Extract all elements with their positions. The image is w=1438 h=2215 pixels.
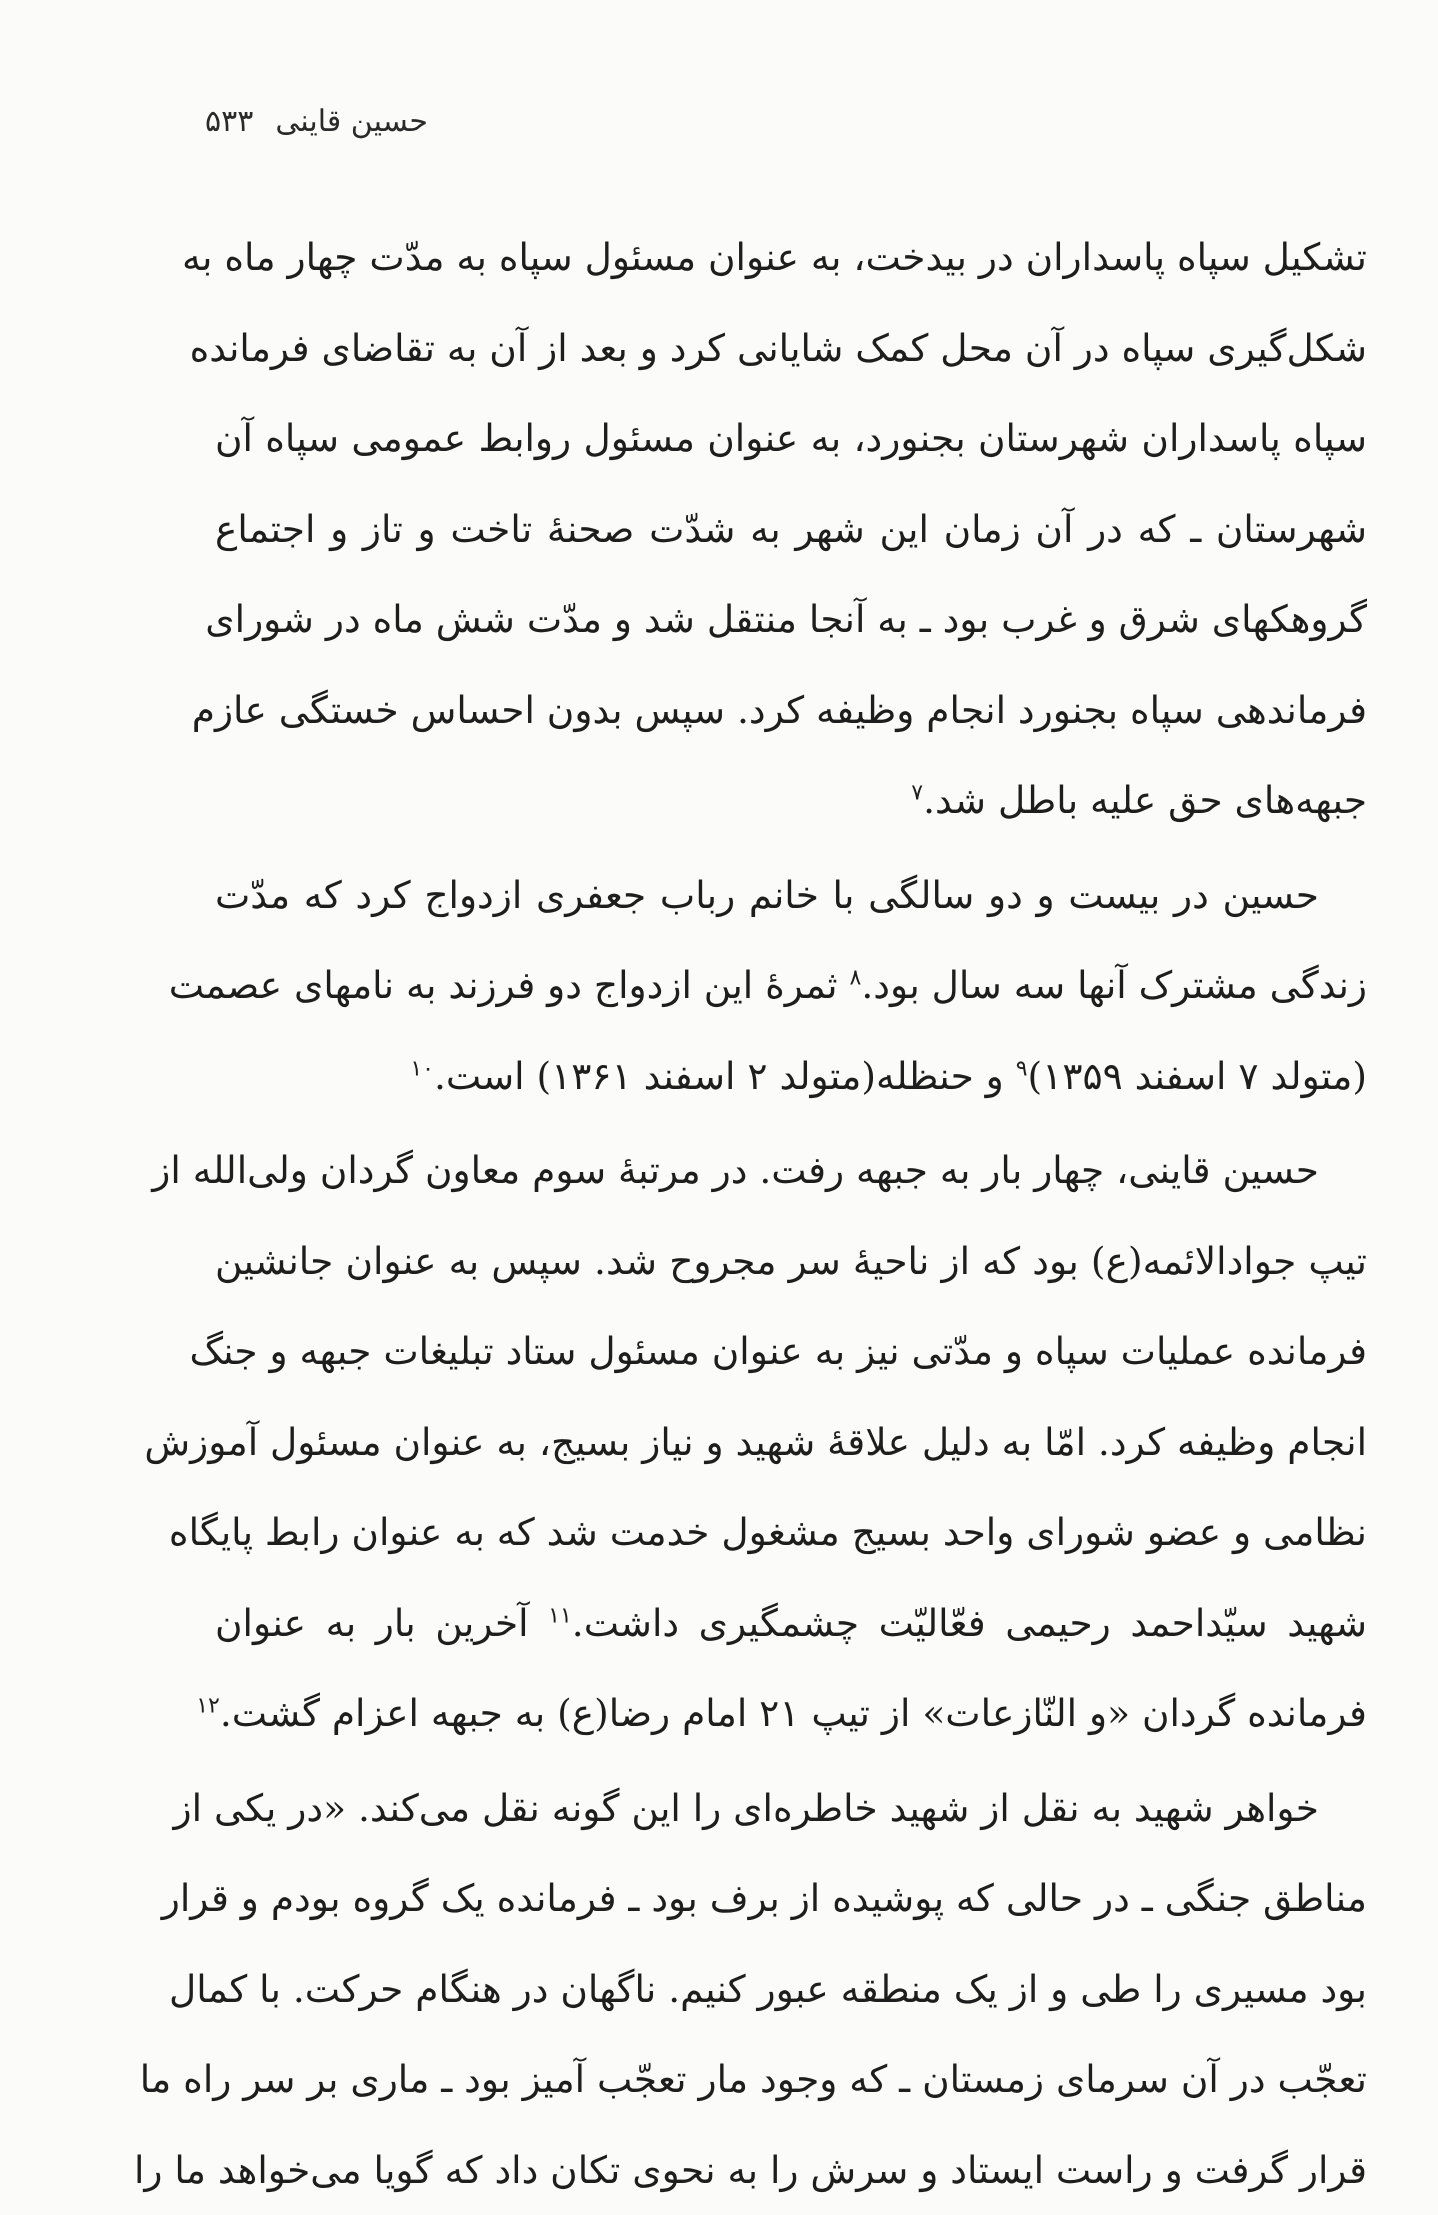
footnote-ref: ۱۲: [196, 1694, 220, 1719]
text-line: نظامی و عضو شورای واحد بسیج مشغول خدمت شد که به عنوان رابط پایگاه: [215, 1487, 1367, 1578]
paragraph: [215, 850, 1367, 1122]
text-line: (متولد ۷ اسفند ۱۳۵۹)$^۹$ و حنظله(متولد ۲ اسفند ۱۳۶۱) است.$^{۱۰}$: [215, 1031, 1367, 1122]
text-line: سپاه پاسداران شهرستان بجنورد، به عنوان مسئول روابط عمومی سپاه آن: [215, 393, 1367, 484]
text-line: فرمانده عملیات سپاه و مدّتی نیز به عنوان مسئول ستاد تبلیغات جبهه و جنگ: [215, 1306, 1367, 1397]
text-line: گروهکهای شرق و غرب بود ـ به آنجا منتقل شد و مدّت شش ماه در شورای: [215, 574, 1367, 665]
text-line: خواهر شهید به نقل از شهید خاطره‌ای را این گونه نقل می‌کند. «در یکی از: [215, 1763, 1367, 1854]
text-line: قرار گرفت و راست ایستاد و سرش را به نحوی تکان داد که گویا می‌خواهد ما را: [215, 2125, 1367, 2215]
footnote-ref: ۱۰: [410, 1056, 434, 1081]
footnote-ref: ۸: [850, 966, 862, 991]
text-line: شهرستان ـ که در آن زمان این شهر به شدّت صحنهٔ تاخت و تاز و اجتماع: [215, 484, 1367, 575]
footnote-ref: ۷: [911, 781, 923, 806]
text-line: مناطق جنگی ـ در حالی که پوشیده از برف بود ـ فرمانده یک گروه بودم و قرار: [215, 1853, 1367, 1944]
text-line: تعجّب در آن سرمای زمستان ـ که وجود مار تعجّب آمیز بود ـ ماری بر سر راه ما: [215, 2034, 1367, 2125]
footnote-ref: ۱۱: [548, 1603, 572, 1628]
text-line: زندگی مشترک آنها سه سال بود.$^۸$ ثمرهٔ این ازدواج دو فرزند به نامهای عصمت: [215, 940, 1367, 1031]
text-line: فرماندهی سپاه بجنورد انجام وظیفه کرد. سپس بدون احساس خستگی عازم: [215, 665, 1367, 756]
paragraph: [215, 212, 1367, 846]
paragraph: [215, 1763, 1367, 2215]
body-text: [215, 212, 1367, 2215]
text-line: تیپ جوادالائمه(ع) بود که از ناحیهٔ سر مجروح شد. سپس به عنوان جانشین: [215, 1216, 1367, 1307]
text-line: انجام وظیفه کرد. امّا به دلیل علاقهٔ شهید و نیاز بسیج، به عنوان مسئول آموزش: [215, 1397, 1367, 1488]
text-line: شهید سیّداحمد رحیمی فعّالیّت چشمگیری داشت.$^{۱۱}$ آخرین بار به عنوان: [215, 1578, 1367, 1669]
text-line: جبهه‌های حق علیه باطل شد.$^۷$: [215, 755, 1367, 846]
text-line: حسین قاینی، چهار بار به جبهه رفت. در مرتبهٔ سوم معاون گردان ولی‌الله از: [215, 1125, 1367, 1216]
running-head: [205, 104, 428, 139]
footnote-ref: ۹: [1016, 1056, 1028, 1081]
paragraph: [215, 1125, 1367, 1759]
text-line: تشکیل سپاه پاسداران در بیدخت، به عنوان مسئول سپاه به مدّت چهار ماه به: [215, 212, 1367, 303]
text-line: حسین در بیست و دو سالگی با خانم رباب جعفری ازدواج کرد که مدّت: [215, 850, 1367, 941]
running-head-author: حسین قاینی: [275, 104, 428, 139]
text-line: بود مسیری را طی و از یک منطقه عبور کنیم. ناگهان در هنگام حرکت. با کمال: [215, 1944, 1367, 2035]
text-line: فرمانده گردان «و النّازعات» از تیپ ۲۱ امام رضا(ع) به جبهه اعزام گشت.$^{۱۲}$: [215, 1668, 1367, 1759]
text-line: شکل‌گیری سپاه در آن محل کمک شایانی کرد و بعد از آن به تقاضای فرمانده: [215, 303, 1367, 394]
page-number: ۵۳۳: [205, 104, 253, 139]
